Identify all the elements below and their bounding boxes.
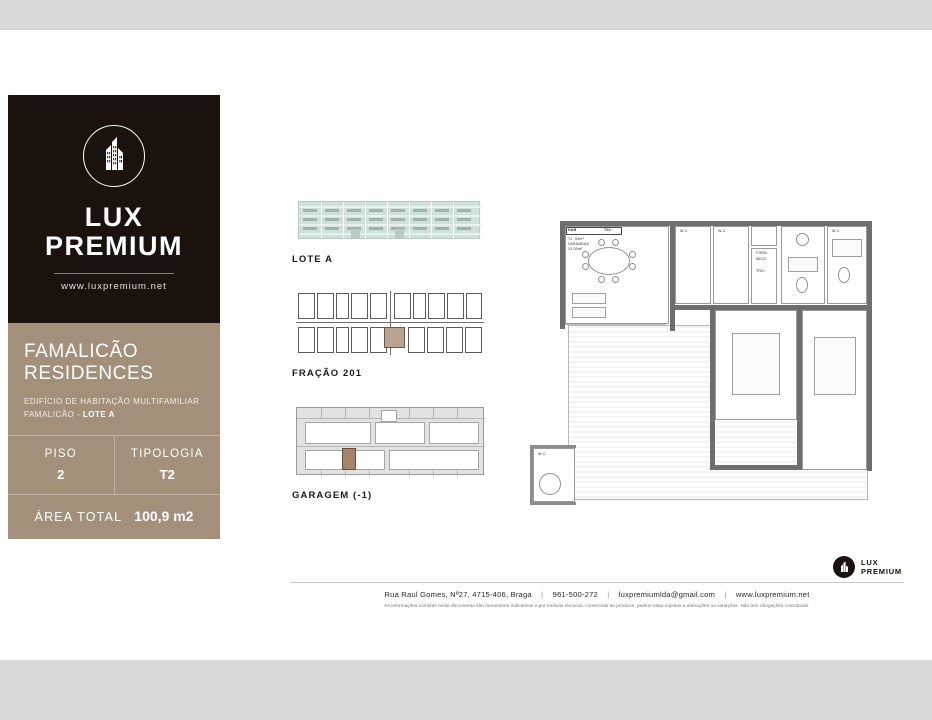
sink-icon — [796, 233, 809, 246]
project-location: FAMALICÃO - — [24, 410, 83, 419]
footer-contact-line — [290, 590, 904, 599]
building-icon — [83, 125, 145, 187]
footer-phone[interactable]: 961-500-272 — [552, 590, 598, 599]
project-lot: LOTE A — [82, 410, 115, 419]
chair — [629, 251, 636, 258]
brand-logo-block — [8, 95, 220, 323]
footer-email[interactable]: luxpremiumlda@gmail.com — [618, 590, 716, 599]
thumbnail-caption-lote-a: LOTE A — [292, 254, 334, 265]
spec-floor — [8, 436, 115, 494]
spec-typology-label: TIPOLOGIA — [130, 448, 204, 460]
bed-1 — [732, 333, 780, 395]
brand-divider — [54, 273, 174, 274]
wall-interior-h2 — [710, 465, 802, 470]
room-hall — [713, 226, 749, 304]
thumbnail-lote-a[interactable] — [292, 195, 492, 265]
project-title-line1: FAMALICÃO — [24, 341, 139, 362]
wall-right — [867, 221, 872, 471]
spec-typology-value: T2 — [159, 467, 175, 482]
toilet — [796, 277, 808, 293]
footer-logo-text — [861, 558, 902, 576]
project-subtitle — [24, 395, 204, 421]
unit-area-line2: VARANDAS — [568, 242, 590, 246]
unit-area-line3: 13.00m² — [568, 247, 583, 251]
project-subtitle-line1: EDIFÍCIO DE HABITAÇÃO MULTIFAMILIAR — [24, 397, 200, 406]
fracao-201-key-plan-image — [292, 287, 488, 359]
project-subtitle-line2 — [24, 408, 204, 421]
sofa — [572, 293, 606, 304]
building-icon-small — [833, 556, 855, 578]
chair — [598, 276, 605, 283]
footer-sep-2: | — [607, 590, 610, 599]
brand-name — [8, 203, 220, 261]
brand-website: www.luxpremium.net — [61, 281, 167, 292]
spec-floor-value: 2 — [57, 467, 65, 482]
footer-divider — [290, 582, 904, 583]
toilet — [838, 267, 850, 283]
dining-table — [588, 247, 630, 275]
spec-typology — [115, 436, 221, 494]
footer-logo-line2: PREMIUM — [860, 567, 902, 576]
footer-website[interactable]: www.luxpremium.net — [735, 590, 810, 599]
label-mico: MICO. — [756, 257, 768, 261]
footer-sep-1: | — [541, 590, 544, 599]
info-panel — [8, 95, 220, 539]
chair — [598, 239, 605, 246]
label-trd: TRD. — [756, 269, 766, 273]
thumbnail-caption-fracao: FRAÇÃO 201 — [292, 368, 363, 379]
key-plan-drawing — [296, 291, 484, 355]
thumbnail-column — [292, 195, 492, 523]
sofa — [572, 307, 606, 318]
spec-floor-label: PISO — [44, 448, 77, 460]
bed-2 — [814, 337, 856, 395]
thumbnail-caption-garagem: GARAGEM (-1) — [292, 490, 373, 501]
room-closet — [751, 226, 777, 246]
thumbnail-garagem[interactable] — [292, 401, 492, 501]
spec-total-value: 100,9 m2 — [134, 508, 194, 524]
label-wc-1: W.C. — [680, 229, 689, 233]
garage-drawing — [296, 407, 484, 475]
spec-total-label: ÁREA TOTAL — [34, 510, 123, 524]
unit-area-line1: T2, 93m² — [568, 237, 584, 241]
thumbnail-fracao-201[interactable] — [292, 287, 492, 379]
chair — [629, 263, 636, 270]
unit-tag-number: T02 — [604, 228, 611, 232]
garagem-plan-image — [292, 401, 488, 481]
label-wc-3: W.C. — [832, 229, 841, 233]
footer-logo — [833, 556, 902, 578]
label-wc-2: W.C. — [718, 229, 727, 233]
brochure-sheet — [0, 30, 932, 660]
room-bathroom-2 — [827, 226, 867, 304]
label-forno: FORN. — [756, 251, 769, 255]
shower — [788, 257, 818, 272]
circle-feature — [539, 473, 561, 495]
wall-outer-left-bottom — [530, 502, 576, 505]
highlighted-unit — [384, 327, 405, 348]
room-corridor — [675, 226, 711, 304]
chair — [612, 239, 619, 246]
brand-name-line1: LUX — [84, 202, 144, 232]
project-title — [24, 341, 204, 385]
footer-logo-line1: LUX — [860, 558, 879, 567]
footer-sep-3: | — [724, 590, 727, 599]
highlighted-parking-space — [342, 448, 356, 470]
project-heading — [8, 323, 220, 435]
footer-disclaimer: As informações contidas neste documento são meramente indicativas e por motivos técnicos, comerciais ou jurídicos, podem estar sujeitas a alterações ou variações. Não tem obrigações contratuais. — [384, 603, 810, 608]
chair — [612, 276, 619, 283]
specs-row — [8, 436, 220, 494]
main-floor-plan[interactable] — [520, 205, 890, 535]
elevation-facade — [298, 201, 480, 239]
label-outbuilding: W.C. — [538, 452, 547, 456]
brand-name-line2: PREMIUM — [45, 231, 183, 261]
project-title-line2: RESIDENCES — [24, 363, 154, 384]
footer — [290, 582, 904, 608]
unit-tag-hab: HAB — [568, 228, 577, 232]
lote-a-elevation-image — [292, 195, 488, 245]
project-details-block — [8, 323, 220, 539]
bathtub — [832, 239, 862, 257]
spec-total-area — [8, 495, 220, 539]
chair — [582, 251, 589, 258]
footer-address: Rua Raul Gomes, Nº27, 4715-406, Braga — [384, 590, 532, 599]
chair — [582, 263, 589, 270]
